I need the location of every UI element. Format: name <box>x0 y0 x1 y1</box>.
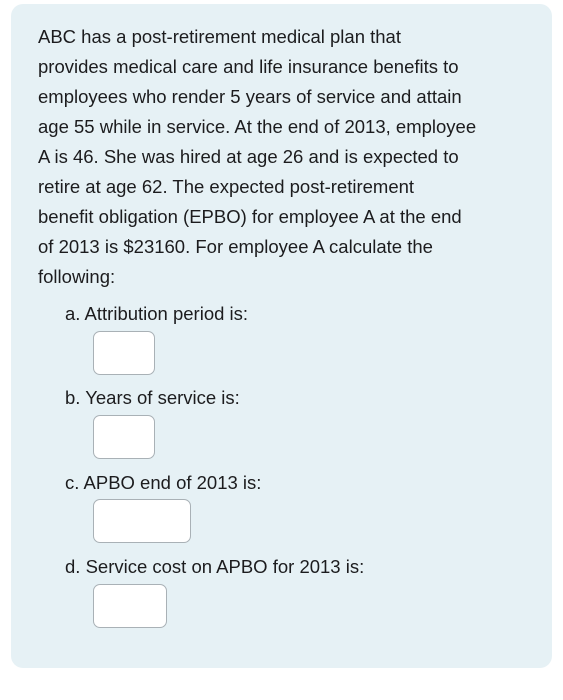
answer-c-input[interactable] <box>93 499 191 543</box>
question-card <box>11 4 552 668</box>
problem-line: ABC has a post-retirement medical plan that <box>38 26 401 47</box>
question-d-label: d. Service cost on APBO for 2013 is: <box>65 556 365 577</box>
problem-line: age 55 while in service. At the end of 2013, employee <box>38 116 477 137</box>
answer-d-input[interactable] <box>93 584 167 628</box>
problem-line: employees who render 5 years of service and attain <box>38 86 462 107</box>
problem-line: benefit obligation (EPBO) for employee A at the end <box>38 206 462 227</box>
answer-a-input[interactable] <box>93 331 155 375</box>
problem-line: provides medical care and life insurance benefits to <box>38 56 459 77</box>
problem-line: following: <box>38 266 116 287</box>
problem-line: retire at age 62. The expected post-retirement <box>38 176 415 197</box>
question-a-label: a. Attribution period is: <box>65 303 249 324</box>
problem-line: of 2013 is $23160. For employee A calculate the <box>38 236 433 257</box>
problem-line: A is 46. She was hired at age 26 and is expected to <box>38 146 459 167</box>
question-c-label: c. APBO end of 2013 is: <box>65 472 262 493</box>
problem-text <box>38 22 538 292</box>
question-b-label: b. Years of service is: <box>65 387 240 408</box>
answer-b-input[interactable] <box>93 415 155 459</box>
